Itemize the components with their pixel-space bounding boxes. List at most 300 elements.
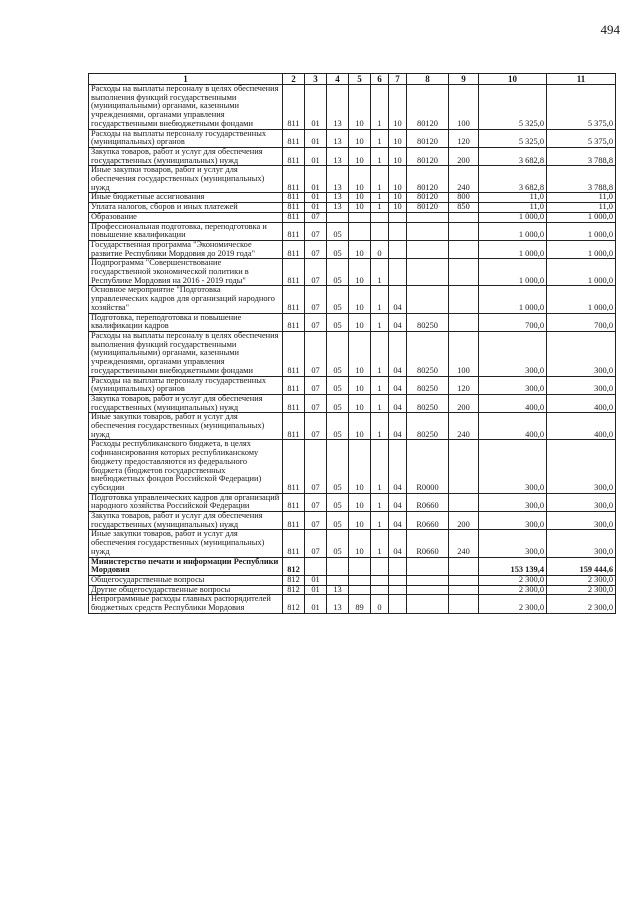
amount-2018-cell: 1 000,0	[479, 212, 547, 222]
subprogram-cell	[371, 557, 389, 575]
amount-2018-cell: 700,0	[479, 313, 547, 331]
subprogram-cell: 1	[371, 376, 389, 394]
expense-type-cell	[449, 286, 479, 313]
expense-type-cell: 120	[449, 129, 479, 147]
expense-type-cell	[449, 240, 479, 258]
direction-cell: R0000	[407, 440, 449, 493]
amount-2019-cell: 1 000,0	[547, 222, 616, 240]
program-cell: 10	[349, 147, 371, 165]
direction-cell: 80250	[407, 394, 449, 412]
direction-cell: 80120	[407, 166, 449, 193]
direction-cell	[407, 585, 449, 595]
gov-code-cell: 811	[283, 222, 305, 240]
event-cell: 10	[389, 193, 407, 203]
amount-2018-cell: 3 682,8	[479, 166, 547, 193]
event-cell: 04	[389, 413, 407, 440]
row-name-cell: Подготовка управленческих кадров для организаций народного хозяйства Российской Федерации	[89, 493, 283, 511]
subprogram-cell: 1	[371, 394, 389, 412]
amount-2019-cell: 300,0	[547, 331, 616, 376]
direction-cell	[407, 575, 449, 585]
section-cell: 07	[305, 286, 327, 313]
subprogram-cell: 1	[371, 147, 389, 165]
subprogram-cell: 1	[371, 193, 389, 203]
direction-cell: 80120	[407, 203, 449, 213]
direction-cell: R0660	[407, 512, 449, 530]
expense-type-cell: 240	[449, 413, 479, 440]
direction-cell: 80250	[407, 331, 449, 376]
table-row	[89, 493, 616, 511]
expense-type-cell	[449, 313, 479, 331]
direction-cell: 80120	[407, 193, 449, 203]
gov-code-cell: 811	[283, 147, 305, 165]
event-cell	[389, 212, 407, 222]
amount-2019-cell: 1 000,0	[547, 212, 616, 222]
subsection-cell: 05	[327, 376, 349, 394]
direction-cell	[407, 286, 449, 313]
gov-code-cell: 811	[283, 203, 305, 213]
event-cell: 04	[389, 394, 407, 412]
table-row	[89, 331, 616, 376]
column-header: 10	[479, 74, 547, 85]
amount-2018-cell: 11,0	[479, 193, 547, 203]
subprogram-cell: 1	[371, 413, 389, 440]
row-name-cell: Подпрограмма "Совершенствование государственной экономической политики в Республике Мордовия на 2016 - 2019 годы"	[89, 259, 283, 286]
direction-cell	[407, 222, 449, 240]
program-cell	[349, 222, 371, 240]
program-cell: 10	[349, 394, 371, 412]
event-cell: 10	[389, 166, 407, 193]
direction-cell	[407, 259, 449, 286]
section-cell: 07	[305, 240, 327, 258]
direction-cell: 80120	[407, 129, 449, 147]
gov-code-cell: 811	[283, 394, 305, 412]
direction-cell: R0660	[407, 493, 449, 511]
subprogram-cell: 1	[371, 259, 389, 286]
amount-2019-cell: 300,0	[547, 512, 616, 530]
amount-2019-cell: 300,0	[547, 493, 616, 511]
row-name-cell: Закупка товаров, работ и услуг для обеспечения государственных (муниципальных) нужд	[89, 394, 283, 412]
column-header: 4	[327, 74, 349, 85]
row-name-cell: Расходы на выплаты персоналу в целях обеспечения выполнения функций государственными (муниципальными) органами, казенными учреждениями, органами управления государственными внебюджетными фондами	[89, 85, 283, 130]
subsection-cell: 05	[327, 313, 349, 331]
row-name-cell: Образование	[89, 212, 283, 222]
program-cell	[349, 585, 371, 595]
program-cell	[349, 575, 371, 585]
amount-2018-cell: 1 000,0	[479, 240, 547, 258]
subsection-cell: 05	[327, 530, 349, 557]
amount-2019-cell: 5 375,0	[547, 85, 616, 130]
program-cell: 10	[349, 203, 371, 213]
subsection-cell: 05	[327, 222, 349, 240]
row-name-cell: Иные закупки товаров, работ и услуг для обеспечения государственных (муниципальных) нужд	[89, 530, 283, 557]
subprogram-cell: 1	[371, 512, 389, 530]
expense-type-cell	[449, 595, 479, 613]
amount-2019-cell: 159 444,6	[547, 557, 616, 575]
event-cell	[389, 585, 407, 595]
row-name-cell: Расходы республиканского бюджета, в целях софинансирования которых республиканскому бюджету предоставляются из федерального бюджета (бюджетов государственных внебюджетных фондов Российской Федерации) субсидии	[89, 440, 283, 493]
subsection-cell	[327, 575, 349, 585]
direction-cell	[407, 595, 449, 613]
table-row	[89, 394, 616, 412]
gov-code-cell: 811	[283, 376, 305, 394]
section-cell: 01	[305, 147, 327, 165]
expense-type-cell	[449, 493, 479, 511]
amount-2019-cell: 3 788,8	[547, 147, 616, 165]
subsection-cell: 05	[327, 493, 349, 511]
table-row	[89, 203, 616, 213]
column-header: 5	[349, 74, 371, 85]
direction-cell: 80250	[407, 313, 449, 331]
table-row	[89, 512, 616, 530]
event-cell	[389, 240, 407, 258]
row-name-cell: Государственная программа "Экономическое развитие Республики Мордовия до 2019 года"	[89, 240, 283, 258]
program-cell: 10	[349, 85, 371, 130]
gov-code-cell: 811	[283, 331, 305, 376]
column-header: 8	[407, 74, 449, 85]
page-number: 494	[600, 22, 620, 37]
event-cell: 04	[389, 440, 407, 493]
expense-type-cell: 200	[449, 394, 479, 412]
row-name-cell: Подготовка, переподготовка и повышение квалификации кадров	[89, 313, 283, 331]
expense-type-cell	[449, 557, 479, 575]
section-cell: 01	[305, 575, 327, 585]
program-cell: 10	[349, 313, 371, 331]
subprogram-cell	[371, 585, 389, 595]
subsection-cell: 05	[327, 286, 349, 313]
table-row	[89, 595, 616, 613]
section-cell: 07	[305, 259, 327, 286]
gov-code-cell: 812	[283, 595, 305, 613]
section-cell: 01	[305, 193, 327, 203]
table-row	[89, 147, 616, 165]
gov-code-cell: 811	[283, 493, 305, 511]
row-name-cell: Иные закупки товаров, работ и услуг для обеспечения государственных (муниципальных) нужд	[89, 166, 283, 193]
event-cell: 04	[389, 493, 407, 511]
gov-code-cell: 812	[283, 575, 305, 585]
table-row	[89, 240, 616, 258]
amount-2018-cell: 300,0	[479, 440, 547, 493]
section-cell: 07	[305, 413, 327, 440]
event-cell: 04	[389, 313, 407, 331]
program-cell: 10	[349, 259, 371, 286]
row-name-cell: Общегосударственные вопросы	[89, 575, 283, 585]
gov-code-cell: 811	[283, 193, 305, 203]
row-name-cell: Министерство печати и информации Республики Мордовия	[89, 557, 283, 575]
table-row	[89, 557, 616, 575]
expense-type-cell	[449, 259, 479, 286]
expense-type-cell: 240	[449, 166, 479, 193]
subprogram-cell: 0	[371, 595, 389, 613]
gov-code-cell: 811	[283, 286, 305, 313]
amount-2019-cell: 300,0	[547, 530, 616, 557]
amount-2019-cell: 2 300,0	[547, 575, 616, 585]
program-cell: 10	[349, 440, 371, 493]
table-row	[89, 313, 616, 331]
gov-code-cell: 812	[283, 557, 305, 575]
row-name-cell: Расходы на выплаты персоналу государственных (муниципальных) органов	[89, 376, 283, 394]
row-name-cell: Профессиональная подготовка, переподготовка и повышение квалификации	[89, 222, 283, 240]
event-cell: 10	[389, 85, 407, 130]
subprogram-cell: 1	[371, 286, 389, 313]
section-cell: 07	[305, 440, 327, 493]
table-row	[89, 530, 616, 557]
subsection-cell: 05	[327, 440, 349, 493]
amount-2019-cell: 400,0	[547, 413, 616, 440]
amount-2018-cell: 11,0	[479, 203, 547, 213]
amount-2018-cell: 400,0	[479, 394, 547, 412]
gov-code-cell: 811	[283, 413, 305, 440]
gov-code-cell: 811	[283, 530, 305, 557]
amount-2019-cell: 1 000,0	[547, 286, 616, 313]
expense-type-cell: 120	[449, 376, 479, 394]
subsection-cell: 05	[327, 512, 349, 530]
row-name-cell: Основное мероприятие "Подготовка управленческих кадров для организаций народного хозяйства"	[89, 286, 283, 313]
expense-type-cell: 200	[449, 147, 479, 165]
section-cell: 07	[305, 376, 327, 394]
subprogram-cell: 1	[371, 313, 389, 331]
amount-2018-cell: 153 139,4	[479, 557, 547, 575]
row-name-cell: Закупка товаров, работ и услуг для обеспечения государственных (муниципальных) нужд	[89, 512, 283, 530]
subsection-cell: 13	[327, 193, 349, 203]
table-row	[89, 129, 616, 147]
expense-type-cell: 100	[449, 85, 479, 130]
table-row	[89, 166, 616, 193]
amount-2019-cell: 3 788,8	[547, 166, 616, 193]
gov-code-cell: 811	[283, 313, 305, 331]
subsection-cell: 05	[327, 331, 349, 376]
table-header-row	[89, 74, 616, 85]
expense-type-cell: 850	[449, 203, 479, 213]
table-row	[89, 440, 616, 493]
program-cell	[349, 212, 371, 222]
subprogram-cell: 1	[371, 85, 389, 130]
event-cell: 10	[389, 129, 407, 147]
program-cell: 10	[349, 193, 371, 203]
amount-2019-cell: 400,0	[547, 394, 616, 412]
section-cell: 07	[305, 331, 327, 376]
subprogram-cell: 1	[371, 129, 389, 147]
table-row	[89, 222, 616, 240]
amount-2018-cell: 2 300,0	[479, 585, 547, 595]
expense-type-cell	[449, 212, 479, 222]
direction-cell: 80250	[407, 376, 449, 394]
expense-type-cell: 200	[449, 512, 479, 530]
gov-code-cell: 811	[283, 166, 305, 193]
amount-2019-cell: 1 000,0	[547, 240, 616, 258]
section-cell: 07	[305, 493, 327, 511]
section-cell: 01	[305, 585, 327, 595]
program-cell: 10	[349, 376, 371, 394]
column-header: 2	[283, 74, 305, 85]
row-name-cell: Иные закупки товаров, работ и услуг для обеспечения государственных (муниципальных) нужд	[89, 413, 283, 440]
section-cell: 01	[305, 595, 327, 613]
row-name-cell: Закупка товаров, работ и услуг для обеспечения государственных (муниципальных) нужд	[89, 147, 283, 165]
subprogram-cell: 1	[371, 493, 389, 511]
section-cell: 01	[305, 85, 327, 130]
section-cell: 07	[305, 394, 327, 412]
amount-2018-cell: 400,0	[479, 413, 547, 440]
table-row	[89, 85, 616, 130]
subsection-cell: 13	[327, 85, 349, 130]
event-cell	[389, 259, 407, 286]
program-cell: 10	[349, 166, 371, 193]
column-header: 7	[389, 74, 407, 85]
row-name-cell: Другие общегосударственные вопросы	[89, 585, 283, 595]
section-cell: 07	[305, 512, 327, 530]
section-cell: 07	[305, 212, 327, 222]
event-cell: 10	[389, 147, 407, 165]
subprogram-cell	[371, 575, 389, 585]
amount-2018-cell: 1 000,0	[479, 222, 547, 240]
event-cell: 04	[389, 530, 407, 557]
subsection-cell: 05	[327, 413, 349, 440]
amount-2018-cell: 1 000,0	[479, 259, 547, 286]
row-name-cell: Расходы на выплаты персоналу в целях обеспечения выполнения функций государственными (муниципальными) органами, казенными учреждениями, органами управления государственными внебюджетными фондами	[89, 331, 283, 376]
amount-2018-cell: 300,0	[479, 512, 547, 530]
event-cell: 04	[389, 376, 407, 394]
subsection-cell: 05	[327, 240, 349, 258]
expense-type-cell: 800	[449, 193, 479, 203]
section-cell	[305, 557, 327, 575]
amount-2019-cell: 1 000,0	[547, 259, 616, 286]
amount-2018-cell: 300,0	[479, 376, 547, 394]
row-name-cell: Непрограммные расходы главных распорядителей бюджетных средств Республики Мордовия	[89, 595, 283, 613]
direction-cell	[407, 240, 449, 258]
expense-type-cell	[449, 585, 479, 595]
amount-2018-cell: 5 325,0	[479, 85, 547, 130]
subprogram-cell	[371, 212, 389, 222]
subsection-cell: 05	[327, 259, 349, 286]
event-cell: 04	[389, 331, 407, 376]
section-cell: 01	[305, 129, 327, 147]
table-row	[89, 575, 616, 585]
subsection-cell	[327, 212, 349, 222]
amount-2019-cell: 2 300,0	[547, 595, 616, 613]
column-header: 3	[305, 74, 327, 85]
gov-code-cell: 811	[283, 212, 305, 222]
subsection-cell: 05	[327, 394, 349, 412]
event-cell: 10	[389, 203, 407, 213]
amount-2018-cell: 300,0	[479, 331, 547, 376]
direction-cell	[407, 212, 449, 222]
gov-code-cell: 811	[283, 440, 305, 493]
gov-code-cell: 811	[283, 240, 305, 258]
subprogram-cell: 1	[371, 166, 389, 193]
event-cell	[389, 222, 407, 240]
event-cell: 04	[389, 286, 407, 313]
table-row	[89, 193, 616, 203]
expense-type-cell: 240	[449, 530, 479, 557]
amount-2019-cell: 300,0	[547, 376, 616, 394]
subprogram-cell: 0	[371, 240, 389, 258]
row-name-cell: Расходы на выплаты персоналу государственных (муниципальных) органов	[89, 129, 283, 147]
program-cell: 10	[349, 493, 371, 511]
table-row	[89, 376, 616, 394]
gov-code-cell: 811	[283, 129, 305, 147]
section-cell: 07	[305, 530, 327, 557]
row-name-cell: Иные бюджетные ассигнования	[89, 193, 283, 203]
program-cell: 10	[349, 413, 371, 440]
column-header: 1	[89, 74, 283, 85]
direction-cell: 80120	[407, 147, 449, 165]
amount-2019-cell: 11,0	[547, 203, 616, 213]
section-cell: 01	[305, 166, 327, 193]
direction-cell	[407, 557, 449, 575]
amount-2018-cell: 5 325,0	[479, 129, 547, 147]
amount-2019-cell: 11,0	[547, 193, 616, 203]
subsection-cell: 13	[327, 585, 349, 595]
subprogram-cell	[371, 222, 389, 240]
direction-cell: 80120	[407, 85, 449, 130]
expense-type-cell	[449, 440, 479, 493]
subprogram-cell: 1	[371, 530, 389, 557]
subsection-cell: 13	[327, 147, 349, 165]
event-cell: 04	[389, 512, 407, 530]
amount-2019-cell: 700,0	[547, 313, 616, 331]
expense-type-cell: 100	[449, 331, 479, 376]
column-header: 6	[371, 74, 389, 85]
event-cell	[389, 557, 407, 575]
gov-code-cell: 811	[283, 85, 305, 130]
subsection-cell: 13	[327, 203, 349, 213]
section-cell: 07	[305, 313, 327, 331]
expense-type-cell	[449, 222, 479, 240]
table-body	[89, 85, 616, 614]
event-cell	[389, 595, 407, 613]
subprogram-cell: 1	[371, 331, 389, 376]
program-cell: 10	[349, 530, 371, 557]
amount-2018-cell: 3 682,8	[479, 147, 547, 165]
amount-2019-cell: 2 300,0	[547, 585, 616, 595]
program-cell: 10	[349, 240, 371, 258]
subsection-cell: 13	[327, 166, 349, 193]
budget-table	[88, 73, 616, 614]
section-cell: 01	[305, 203, 327, 213]
amount-2018-cell: 300,0	[479, 493, 547, 511]
amount-2018-cell: 2 300,0	[479, 575, 547, 585]
amount-2019-cell: 5 375,0	[547, 129, 616, 147]
program-cell: 10	[349, 331, 371, 376]
amount-2018-cell: 1 000,0	[479, 286, 547, 313]
subsection-cell: 13	[327, 129, 349, 147]
program-cell	[349, 557, 371, 575]
table-row	[89, 585, 616, 595]
section-cell: 07	[305, 222, 327, 240]
subprogram-cell: 1	[371, 203, 389, 213]
amount-2019-cell: 300,0	[547, 440, 616, 493]
gov-code-cell: 811	[283, 259, 305, 286]
table-row	[89, 212, 616, 222]
table-row	[89, 259, 616, 286]
row-name-cell: Уплата налогов, сборов и иных платежей	[89, 203, 283, 213]
gov-code-cell: 812	[283, 585, 305, 595]
column-header: 11	[547, 74, 616, 85]
subsection-cell: 13	[327, 595, 349, 613]
program-cell: 10	[349, 512, 371, 530]
program-cell: 89	[349, 595, 371, 613]
table-row	[89, 286, 616, 313]
subsection-cell	[327, 557, 349, 575]
subprogram-cell: 1	[371, 440, 389, 493]
column-header: 9	[449, 74, 479, 85]
gov-code-cell: 811	[283, 512, 305, 530]
direction-cell: 80250	[407, 413, 449, 440]
direction-cell: R0660	[407, 530, 449, 557]
table-row	[89, 413, 616, 440]
amount-2018-cell: 300,0	[479, 530, 547, 557]
program-cell: 10	[349, 286, 371, 313]
program-cell: 10	[349, 129, 371, 147]
